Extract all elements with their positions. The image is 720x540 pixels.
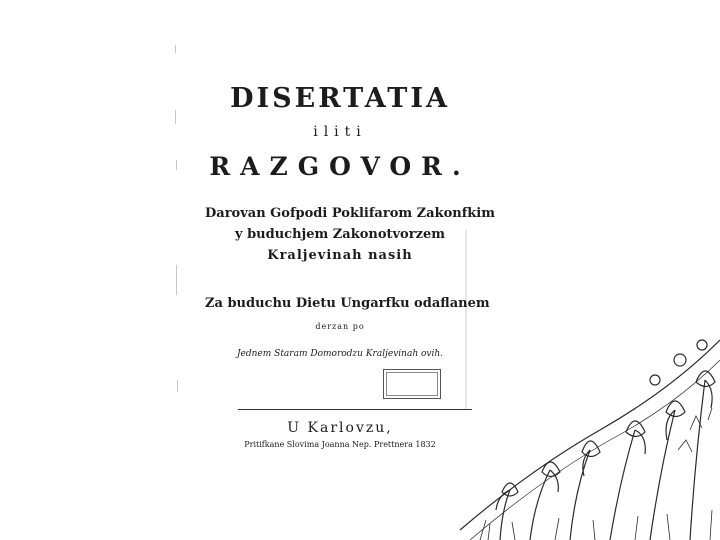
leaf-icon xyxy=(610,430,635,540)
dedication-line-2: y buduchjem Zakonotvorzem xyxy=(235,227,445,242)
leaf-icon xyxy=(650,410,675,540)
illustration-border-curve xyxy=(460,340,720,530)
flower-icon xyxy=(582,441,600,457)
book-title: DISERTATIA xyxy=(230,83,450,114)
dedication-line-1: Darovan Gofpodi Poklifarom Zakonfkim xyxy=(205,206,495,221)
scan-margin-mark xyxy=(177,380,178,392)
author-line: Jednem Staram Domorodzu Kraljevinah ovih. xyxy=(236,349,444,359)
flower-icon xyxy=(650,375,660,385)
leaf-icon xyxy=(530,470,550,540)
flower-icon xyxy=(697,340,707,350)
scan-margin-mark xyxy=(176,160,177,170)
publication-place: U Karlovzu, xyxy=(287,420,393,436)
library-stamp-text xyxy=(386,372,438,396)
scan-margin-mark xyxy=(176,265,177,295)
flower-icon xyxy=(674,354,686,366)
leaf-icon xyxy=(705,380,712,408)
title-connector: iliti xyxy=(313,124,367,140)
book-subtitle: RAZGOVOR. xyxy=(209,152,471,181)
floral-illustration xyxy=(440,320,720,540)
scan-margin-mark xyxy=(175,45,176,53)
scan-margin-mark xyxy=(175,110,176,124)
leaf-icon xyxy=(570,450,590,540)
dersan-line: derzan po xyxy=(315,322,365,331)
flower-icon xyxy=(626,421,645,437)
divider-rule xyxy=(238,409,472,410)
diet-line: Za buduchu Dietu Ungarfku odaflanem xyxy=(205,296,490,311)
leaf-icon xyxy=(690,380,705,540)
dedication-line-3: Kraljevinah nasih xyxy=(267,248,413,263)
printer-imprint: Pritifkane Slovima Joanna Nep. Prettnera 1832 xyxy=(244,440,436,449)
leaf-icon xyxy=(500,490,510,540)
library-stamp xyxy=(383,369,441,399)
